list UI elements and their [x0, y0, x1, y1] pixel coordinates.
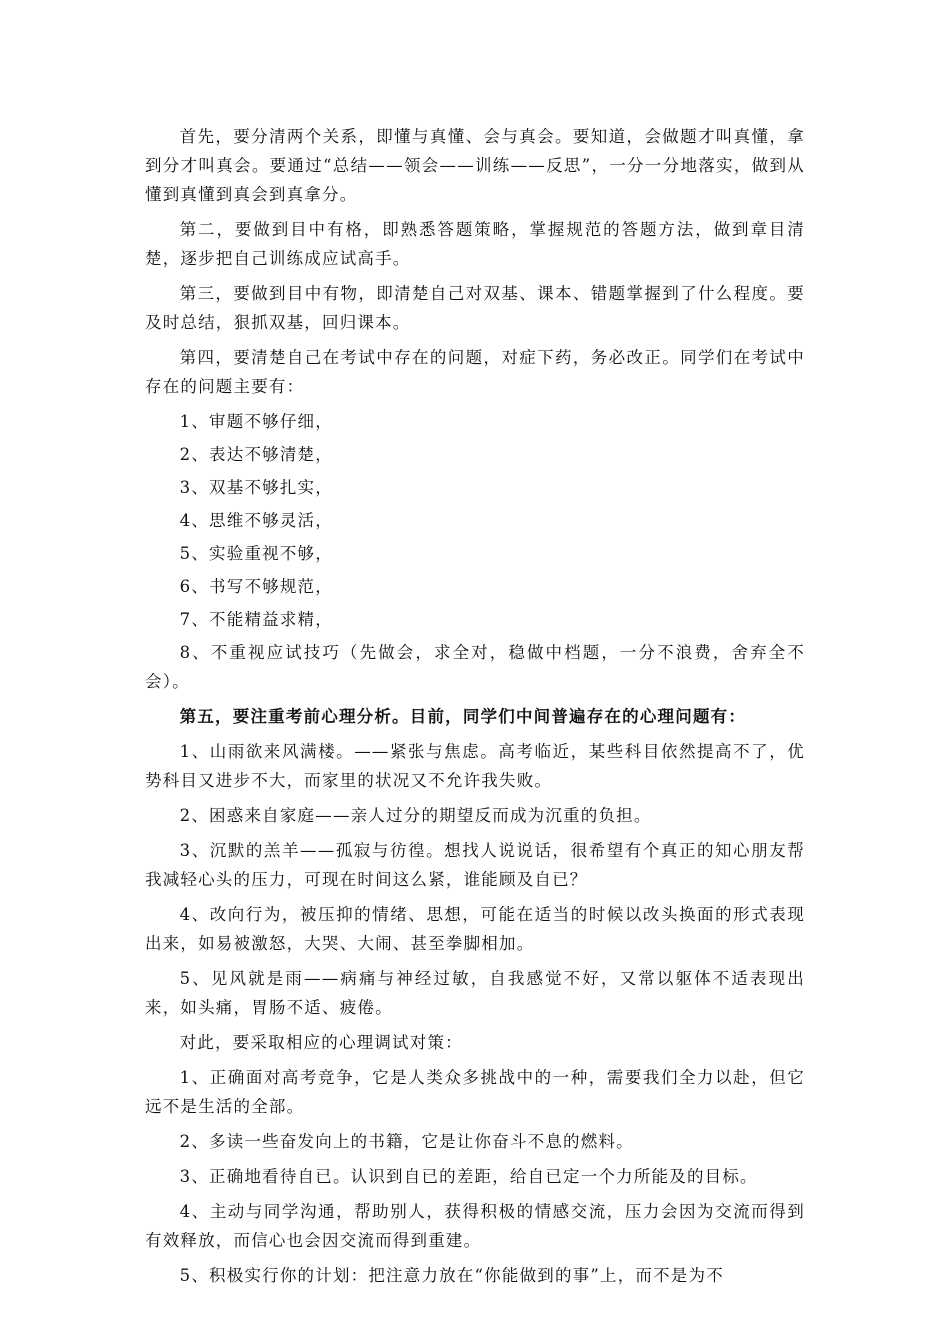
list-item-problem-6: 6、书写不够规范， [179, 577, 333, 596]
paragraph-second: 第二，要做到目中有格，即熟悉答题策略，掌握规范的答题方法，做到章目清楚，逐步把自己训练成应试高手。 [145, 220, 805, 268]
list-item-psych-3: 3、沉默的羔羊——孤寂与彷徨。想找人说说话，很希望有个真正的知心朋友帮我减轻心头的压力，可现在时间这么紧，谁能顾及自已？ [145, 841, 805, 889]
list-item-strategy-2: 2、多读一些奋发向上的书籍，它是让你奋斗不息的燃料。 [179, 1132, 634, 1151]
paragraph-fourth: 第四，要清楚自己在考试中存在的问题，对症下药，务必改正。同学们在考试中存在的问题主要有： [145, 348, 805, 396]
list-item-strategy-4: 4、主动与同学沟通，帮助别人，获得积极的情感交流，压力会因为交流而得到有效释放，而信心也会因交流而得到重建。 [145, 1202, 805, 1250]
list-item-problem-1: 1、审题不够仔细， [179, 412, 333, 431]
paragraph-countermeasures: 对此，要采取相应的心理调试对策： [179, 1033, 463, 1052]
document-page [145, 122, 805, 1296]
section-heading-fifth: 第五，要注重考前心理分析。目前，同学们中间普遍存在的心理问题有： [179, 707, 747, 726]
list-item-problem-5: 5、实验重视不够， [179, 544, 333, 563]
list-item-problem-4: 4、思维不够灵活， [179, 511, 333, 530]
list-item-strategy-1: 1、正确面对高考竞争，它是人类众多挑战中的一种，需要我们全力以赴，但它远不是生活的全部。 [145, 1068, 805, 1116]
list-item-problem-2: 2、表达不够清楚， [179, 445, 333, 464]
list-item-psych-1: 1、山雨欲来风满楼。——紧张与焦虑。高考临近，某些科目依然提高不了，优势科目又进步不大，而家里的状况又不允许我失败。 [145, 742, 805, 790]
list-item-strategy-3: 3、正确地看待自已。认识到自已的差距，给自已定一个力所能及的目标。 [179, 1167, 758, 1186]
list-item-problem-3: 3、双基不够扎实， [179, 478, 333, 497]
list-item-strategy-5: 5、积极实行你的计划：把注意力放在“你能做到的事”上，而不是为不 [179, 1266, 724, 1285]
list-item-psych-2: 2、困惑来自家庭——亲人过分的期望反而成为沉重的负担。 [179, 806, 652, 825]
list-item-problem-7: 7、不能精益求精， [179, 610, 333, 629]
list-item-problem-8: 8、不重视应试技巧（先做会，求全对，稳做中档题，一分不浪费，舍弃全不会）。 [145, 643, 805, 691]
list-item-psych-4: 4、改向行为，被压抑的情绪、思想，可能在适当的时候以改头换面的形式表现出来，如易被激怒，大哭、大闹、甚至拳脚相加。 [145, 905, 805, 953]
paragraph-third: 第三，要做到目中有物，即清楚自己对双基、课本、错题掌握到了什么程度。要及时总结，狠抓双基，回归课本。 [145, 284, 805, 332]
paragraph-first: 首先，要分清两个关系，即懂与真懂、会与真会。要知道，会做题才叫真懂，拿到分才叫真会。要通过“总结——领会——训练——反思”，一分一分地落实，做到从懂到真懂到真会到真拿分。 [145, 127, 805, 204]
list-item-psych-5: 5、见风就是雨——病痛与神经过敏，自我感觉不好，又常以躯体不适表现出来，如头痛，胃肠不适、疲倦。 [145, 969, 805, 1017]
